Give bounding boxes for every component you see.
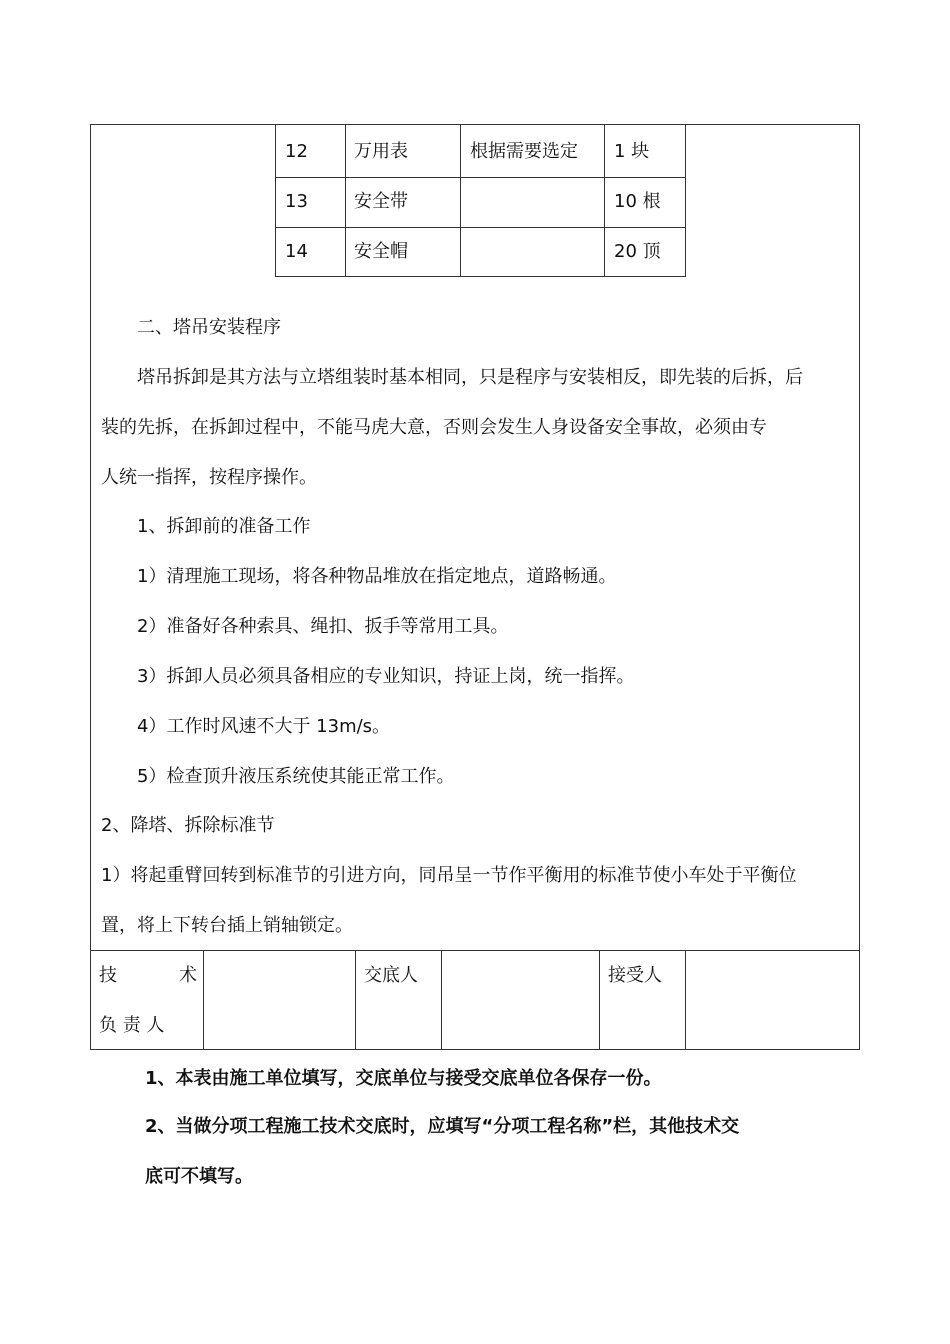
subsection-title: 2、降塔、拆除标准节 xyxy=(101,815,275,836)
intro-paragraph-line: 人统一指挥，按程序操作。 xyxy=(101,467,317,488)
item-name: 万用表 xyxy=(354,141,408,162)
discloser-label: 交底人 xyxy=(364,965,418,986)
table-line xyxy=(599,950,600,1050)
tech-lead-char: 技 xyxy=(99,965,117,986)
footer-note: 底可不填写。 xyxy=(145,1166,253,1187)
footer-note: 1、本表由施工单位填写，交底单位与接受交底单位各保存一份。 xyxy=(145,1068,662,1089)
footer-note: 2、当做分项工程施工技术交底时，应填写“分项工程名称”栏，其他技术交 xyxy=(145,1116,740,1137)
row-number: 13 xyxy=(285,191,308,212)
receiver-signature-field[interactable] xyxy=(686,951,859,1049)
discloser-signature-field[interactable] xyxy=(442,951,598,1049)
paragraph-line: 置，将上下转台插上销轴锁定。 xyxy=(101,915,353,936)
table-line xyxy=(345,124,346,277)
item-qty: 1 块 xyxy=(614,141,650,162)
tech-lead-signature-field[interactable] xyxy=(204,951,354,1049)
intro-paragraph-line: 装的先拆，在拆卸过程中，不能马虎大意，否则会发生人身设备安全事故，必须由专 xyxy=(101,417,767,438)
tech-lead-label-line2: 负 责 人 xyxy=(99,1015,165,1036)
row-number: 14 xyxy=(285,241,308,262)
list-item: 3）拆卸人员必须具备相应的专业知识，持证上岗，统一指挥。 xyxy=(137,666,635,687)
row-number: 12 xyxy=(285,141,308,162)
table-line xyxy=(275,124,276,277)
table-line xyxy=(460,124,461,277)
table-line xyxy=(685,124,686,277)
receiver-label: 接受人 xyxy=(608,965,662,986)
item-name: 安全带 xyxy=(354,191,408,212)
section-title: 二、塔吊安装程序 xyxy=(137,317,281,338)
item-qty: 20 顶 xyxy=(614,241,661,262)
table-line xyxy=(355,950,356,1050)
item-spec: 根据需要选定 xyxy=(470,141,578,162)
item-qty: 10 根 xyxy=(614,191,661,212)
list-item: 5）检查顶升液压系统使其能正常工作。 xyxy=(137,766,455,787)
table-line xyxy=(275,276,685,277)
list-item: 2）准备好各种索具、绳扣、扳手等常用工具。 xyxy=(137,616,509,637)
intro-paragraph-line: 塔吊拆卸是其方法与立塔组装时基本相同，只是程序与安装相反，即先装的后拆，后 xyxy=(137,367,803,388)
paragraph-line: 1）将起重臂回转到标准节的引进方向，同吊呈一节作平衡用的标准节使小车处于平衡位 xyxy=(101,865,797,886)
list-item: 1）清理施工现场，将各种物品堆放在指定地点，道路畅通。 xyxy=(137,566,617,587)
tech-lead-char: 术 xyxy=(179,965,197,986)
table-line xyxy=(275,227,685,228)
item-name: 安全帽 xyxy=(354,241,408,262)
tech-lead-label-line1 xyxy=(99,964,197,988)
table-line xyxy=(604,124,605,277)
table-line xyxy=(275,177,685,178)
list-item: 4）工作时风速不大于 13m/s。 xyxy=(137,716,391,737)
subsection-title: 1、拆卸前的准备工作 xyxy=(137,516,311,537)
